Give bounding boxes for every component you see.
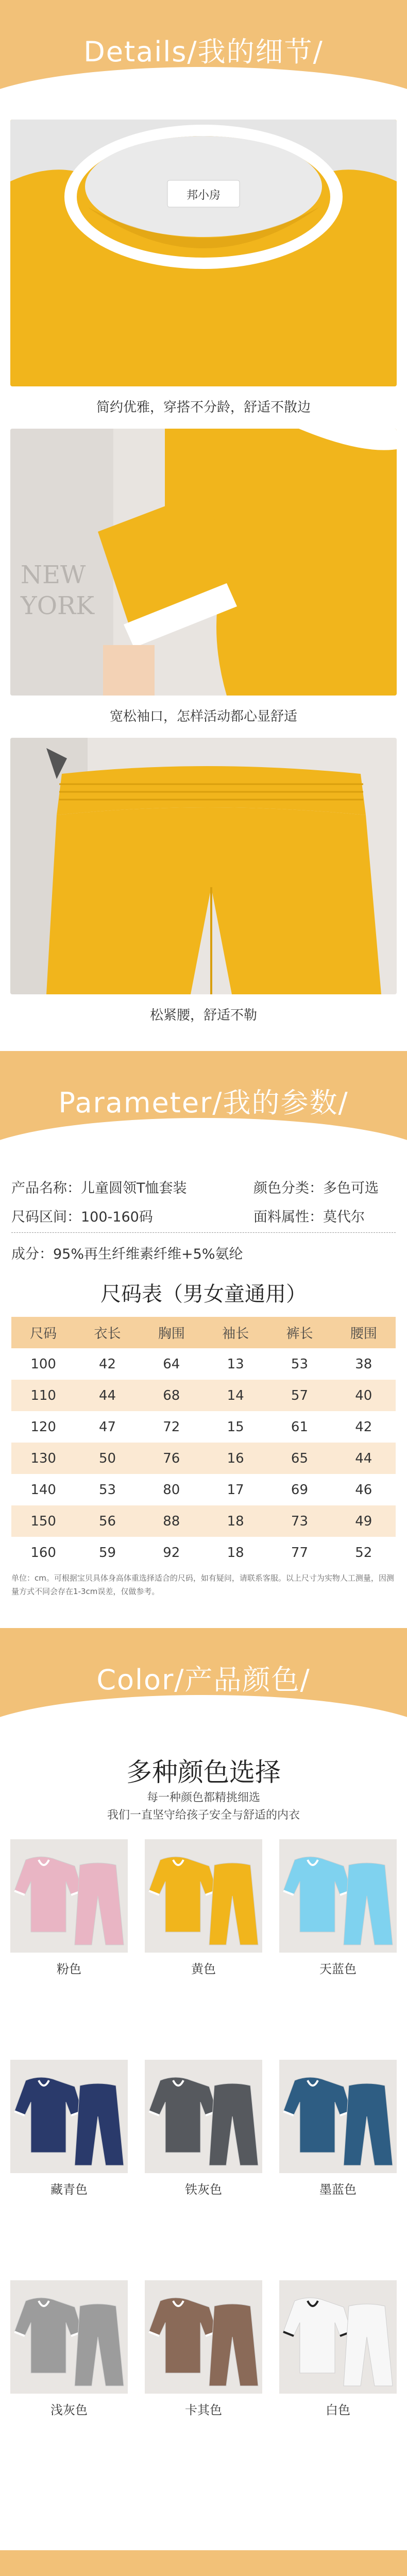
detail-photo-sleeve: [10, 429, 397, 696]
header-sleeve: 袖长: [204, 1317, 267, 1348]
color-swatch-image[interactable]: [279, 2280, 397, 2394]
table-cell: 13: [227, 1356, 244, 1372]
table-cell: 57: [267, 1380, 331, 1411]
outfit-icon: [10, 2280, 128, 2394]
color-swatch-label: 浅灰色: [50, 2403, 88, 2417]
table-cell: 140: [30, 1482, 56, 1498]
parameter-title: Parameter/我的参数/: [58, 1087, 349, 1119]
color-heading: 多种颜色选择: [126, 1757, 281, 1787]
color-swatch-image[interactable]: [145, 2060, 262, 2173]
outfit-icon: [279, 2060, 397, 2173]
table-cell: 56: [75, 1505, 139, 1537]
header-chest: 胸围: [140, 1317, 204, 1348]
color-swatch-image[interactable]: [145, 1839, 262, 1953]
title-underline: [178, 73, 229, 75]
title-underline: [178, 1124, 229, 1126]
table-cell: 100: [30, 1356, 56, 1372]
table-row: [11, 1474, 396, 1505]
outfit-icon: [145, 1839, 262, 1953]
table-cell: 73: [267, 1505, 331, 1537]
table-cell: 17: [227, 1482, 244, 1498]
header-length: 衣长: [75, 1317, 139, 1348]
outfit-icon: [10, 2060, 128, 2173]
size-table-title: 尺码表（男女童通用）: [100, 1282, 307, 1306]
table-cell: 120: [30, 1419, 56, 1435]
header-size: 尺码: [11, 1317, 75, 1348]
color-swatch-image[interactable]: [145, 2280, 262, 2394]
color-swatch-label: 白色: [326, 2403, 350, 2417]
outfit-icon: [145, 2280, 262, 2394]
header-waist: 腰围: [332, 1317, 396, 1348]
table-cell: 38: [355, 1356, 372, 1372]
table-cell: 160: [30, 1545, 56, 1561]
table-cell: 40: [332, 1380, 396, 1411]
outfit-icon: [279, 1839, 397, 1953]
param-composition: 成分：95%再生纤维素纤维+5%氨纶: [11, 1246, 243, 1262]
svg-text:YORK: YORK: [21, 591, 95, 620]
table-cell: 52: [355, 1545, 372, 1561]
table-cell: 42: [98, 1356, 116, 1372]
table-cell: 88: [140, 1505, 204, 1537]
table-cell: 46: [355, 1482, 372, 1498]
table-cell: 47: [98, 1419, 116, 1435]
outfit-icon: [145, 2060, 262, 2173]
color-swatch-image[interactable]: [279, 1839, 397, 1953]
svg-text:NEW: NEW: [21, 561, 86, 589]
details-title: Details/我的细节/: [83, 36, 324, 68]
color-swatch-label: 卡其色: [185, 2403, 222, 2417]
color-swatch-image[interactable]: [279, 2060, 397, 2173]
table-cell: 64: [163, 1356, 180, 1372]
title-underline: [178, 1701, 229, 1703]
table-row: [11, 1380, 396, 1411]
table-cell: 68: [140, 1380, 204, 1411]
table-cell: 76: [140, 1443, 204, 1474]
table-cell: 49: [332, 1505, 396, 1537]
detail-photo-waist: [10, 738, 397, 994]
table-row: [11, 1411, 396, 1443]
table-cell: 14: [204, 1380, 267, 1411]
table-cell: 53: [98, 1482, 116, 1498]
caption-collar: 简约优雅，穿搭不分龄，舒适不散边: [96, 400, 311, 415]
header-pants-length: 裤长: [267, 1317, 331, 1348]
table-cell: 44: [75, 1380, 139, 1411]
table-cell: 65: [267, 1443, 331, 1474]
param-size-range: 尺码区间：100-160码: [11, 1209, 153, 1225]
table-cell: 44: [332, 1443, 396, 1474]
parameter-banner: [0, 1051, 407, 1170]
color-swatch-label: 粉色: [57, 1962, 81, 1976]
param-fabric: 面料属性：莫代尔: [253, 1209, 365, 1225]
table-cell: 18: [227, 1545, 244, 1561]
table-cell: 77: [291, 1545, 309, 1561]
waist-illustration: [10, 738, 397, 994]
table-cell: 130: [11, 1443, 75, 1474]
table-cell: 53: [291, 1356, 309, 1372]
size-note: 单位：cm。可根据宝贝具体身高体重选择适合的尺码，如有疑问，请联系客服。以上尺寸为实物人工测量，因测量方式不同会存在1-3cm误差，仅做参考。: [11, 1573, 394, 1596]
param-color: 颜色分类：多色可选: [253, 1180, 379, 1196]
table-cell: 92: [163, 1545, 180, 1561]
caption-waist: 松紧腰，舒适不勒: [149, 1008, 257, 1023]
size-table: [11, 1317, 396, 1568]
table-cell: 61: [291, 1419, 309, 1435]
sleeve-illustration: [10, 429, 397, 696]
color-swatch-image[interactable]: [10, 2280, 128, 2394]
table-row: [11, 1505, 396, 1537]
color-swatch-image[interactable]: [10, 1839, 128, 1953]
color-subtitle-2: 我们一直坚守给孩子安全与舒适的内衣: [107, 1809, 300, 1822]
outfit-icon: [279, 2280, 397, 2394]
table-cell: 50: [75, 1443, 139, 1474]
table-row: [11, 1537, 396, 1568]
table-cell: 42: [355, 1419, 372, 1435]
table-cell: 150: [11, 1505, 75, 1537]
details-banner: [0, 0, 407, 118]
table-row: [11, 1443, 396, 1474]
actual-banner: [0, 2550, 407, 2576]
detail-photo-collar: [10, 120, 397, 386]
collar-illustration: [10, 120, 397, 386]
color-swatch-label: 天蓝色: [319, 1962, 357, 1976]
color-title: Color/产品颜色/: [96, 1664, 311, 1696]
param-product-name: 产品名称：儿童圆领T恤套装: [11, 1180, 187, 1196]
brand-tag: 邦小房: [186, 189, 221, 202]
color-swatch-label: 黄色: [191, 1962, 216, 1976]
outfit-icon: [10, 1839, 128, 1953]
table-cell: 59: [98, 1545, 116, 1561]
table-cell: 72: [163, 1419, 180, 1435]
caption-sleeve: 宽松袖口，怎样活动都心显舒适: [109, 709, 297, 724]
color-banner: [0, 1628, 407, 1747]
table-cell: 18: [204, 1505, 267, 1537]
color-swatch-label: 墨蓝色: [319, 2182, 357, 2197]
color-swatch-label: 藏青色: [50, 2182, 88, 2197]
size-table-header: [11, 1317, 396, 1348]
table-cell: 69: [291, 1482, 309, 1498]
table-cell: 110: [11, 1380, 75, 1411]
color-subtitle-1: 每一种颜色都精挑细选: [146, 1791, 260, 1804]
table-cell: 15: [227, 1419, 244, 1435]
table-cell: 16: [204, 1443, 267, 1474]
table-row: [11, 1348, 396, 1380]
param-divider: [11, 1232, 396, 1233]
color-swatch-image[interactable]: [10, 2060, 128, 2173]
color-swatch-label: 铁灰色: [185, 2182, 222, 2197]
table-cell: 80: [163, 1482, 180, 1498]
